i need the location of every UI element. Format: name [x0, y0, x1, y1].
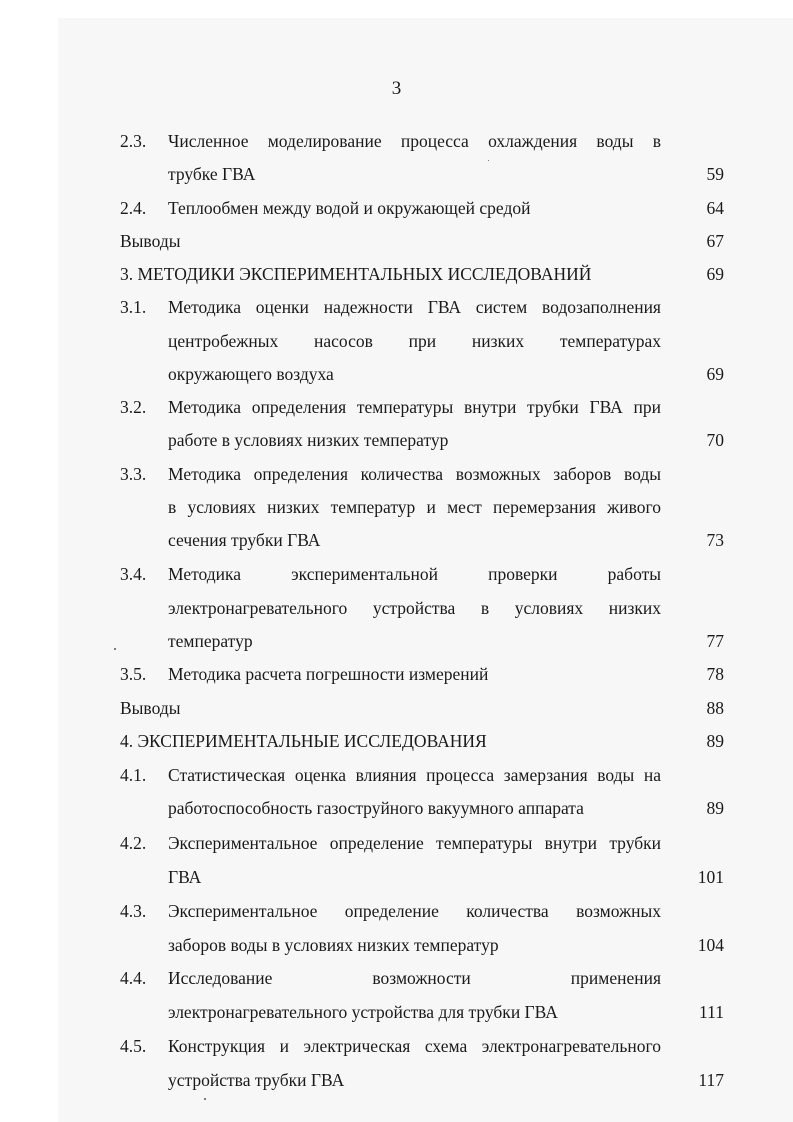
toc-entry-text: Методика экспериментальной проверки работы	[168, 564, 661, 584]
toc-entry-text: Статистическая оценка влияния процесса замерзания воды на	[168, 765, 661, 785]
toc-entry-3-5	[0, 657, 793, 691]
toc-entry-3-1	[0, 290, 793, 324]
toc-entry-3-4-cont	[0, 591, 793, 625]
toc-entry-text: центробежных насосов при низких температурах	[168, 331, 661, 351]
toc-entry-3-4	[0, 557, 793, 591]
toc-entry-text: Выводы	[120, 231, 181, 251]
toc-entry-number: 3.4.	[120, 564, 147, 584]
toc-entry-number: 2.3.	[120, 131, 147, 151]
toc-entry-number: 2.4.	[120, 198, 147, 218]
toc-page-number: 70	[706, 430, 724, 450]
toc-entry-text: работе в условиях низких температур	[168, 430, 449, 450]
toc-page-number: 78	[706, 664, 724, 684]
toc-entry-text: Численное моделирование процесса охлаждения воды в	[168, 131, 661, 151]
toc-entry-conclusions-3	[0, 691, 793, 725]
toc-entry-number: 4.2.	[120, 833, 147, 853]
page-number: 3	[391, 78, 402, 99]
toc-entry-text: устройства трубки ГВА	[168, 1070, 345, 1090]
toc-entry-2-3-cont	[0, 157, 793, 191]
toc-page-number: 117	[698, 1070, 724, 1090]
toc-entry-text: заборов воды в условиях низких температур	[168, 935, 499, 955]
toc-entry-2-3	[0, 124, 793, 158]
toc-entry-text: Теплообмен между водой и окружающей средой	[168, 198, 531, 218]
toc-entry-text: Экспериментальное определение количества возможных	[168, 901, 661, 921]
toc-chapter-title: 3. МЕТОДИКИ ЭКСПЕРИМЕНТАЛЬНЫХ ИССЛЕДОВАНИЙ	[120, 264, 592, 284]
toc-entry-3-3-cont	[0, 523, 793, 557]
toc-page-number: 73	[706, 530, 724, 550]
toc-entry-text: Методика расчета погрешности измерений	[168, 664, 489, 684]
toc-entry-number: 3.1.	[120, 297, 147, 317]
toc-entry-text: ГВА	[168, 867, 202, 887]
toc-page-number: 64	[706, 198, 724, 218]
toc-entry-text: в условиях низких температур и мест перемерзания живого	[168, 497, 661, 517]
toc-page-number: 89	[706, 798, 724, 818]
scan-speck	[114, 648, 116, 650]
toc-entry-text: температур	[168, 631, 253, 651]
toc-entry-3-4-cont	[0, 624, 793, 658]
toc-entry-text: электронагревательного устройства для трубки ГВА	[168, 1002, 558, 1022]
toc-entry-text: Выводы	[120, 698, 181, 718]
toc-page-number: 111	[699, 1002, 724, 1022]
toc-page-number: 89	[706, 731, 724, 751]
toc-entry-2-4	[0, 191, 793, 225]
toc-entry-number: 4.3.	[120, 901, 147, 921]
toc-entry-4-2	[0, 826, 793, 860]
toc-entry-number: 4.5.	[120, 1036, 147, 1056]
toc-entry-text: Экспериментальное определение температуры внутри трубки	[168, 833, 661, 853]
toc-entry-number: 3.3.	[120, 464, 147, 484]
toc-entry-text: сечения трубки ГВА	[168, 530, 321, 550]
toc-entry-3-3	[0, 457, 793, 491]
toc-entry-number: 3.5.	[120, 664, 147, 684]
toc-entry-4-5	[0, 1029, 793, 1063]
toc-entry-4-1	[0, 758, 793, 792]
toc-entry-text: Исследование возможности применения	[168, 968, 661, 988]
toc-page-number: 88	[706, 698, 724, 718]
toc-page-number: 101	[697, 867, 724, 887]
toc-entry-text: трубке ГВА	[168, 164, 256, 184]
toc-page-number: 69	[706, 364, 724, 384]
toc-entry-3-2	[0, 390, 793, 424]
toc-entry-text: работоспособность газоструйного вакуумного аппарата	[168, 798, 584, 818]
toc-entry-text: окружающего воздуха	[168, 364, 334, 384]
toc-page-number: 59	[706, 164, 724, 184]
toc-entry-text: Конструкция и электрическая схема электронагревательного	[168, 1036, 661, 1056]
toc-entry-conclusions-2	[0, 224, 793, 258]
scan-speck	[488, 160, 489, 161]
toc-entry-4-3-cont	[0, 928, 793, 962]
toc-entry-4-1-cont	[0, 791, 793, 825]
toc-entry-number: 4.4.	[120, 968, 147, 988]
toc-entry-number: 4.1.	[120, 765, 147, 785]
toc-entry-3-2-cont	[0, 423, 793, 457]
toc-entry-3-3-cont	[0, 490, 793, 524]
toc-entry-text: Методика определения температуры внутри трубки ГВА при	[168, 397, 661, 417]
toc-entry-4-4	[0, 961, 793, 995]
toc-entry-3-1-cont	[0, 357, 793, 391]
toc-entry-number: 3.2.	[120, 397, 147, 417]
toc-entry-3-1-cont	[0, 324, 793, 358]
toc-entry-text: Методика оценки надежности ГВА систем водозаполнения	[168, 297, 661, 317]
toc-page-number: 69	[706, 264, 724, 284]
toc-entry-4-3	[0, 894, 793, 928]
toc-entry-text: электронагревательного устройства в условиях низких	[168, 598, 661, 618]
toc-entry-4-2-cont	[0, 860, 793, 894]
toc-chapter-title: 4. ЭКСПЕРИМЕНТАЛЬНЫЕ ИССЛЕДОВАНИЯ	[120, 731, 487, 751]
toc-page-number: 77	[706, 631, 724, 651]
scan-speck	[204, 1098, 206, 1100]
toc-entry-4-5-cont	[0, 1063, 793, 1097]
toc-entry-text: Методика определения количества возможных заборов воды	[168, 464, 661, 484]
toc-chapter-4	[0, 724, 793, 758]
toc-entry-4-4-cont	[0, 995, 793, 1029]
toc-page-number: 104	[697, 935, 724, 955]
toc-page-number: 67	[706, 231, 724, 251]
toc-chapter-3	[0, 257, 793, 291]
